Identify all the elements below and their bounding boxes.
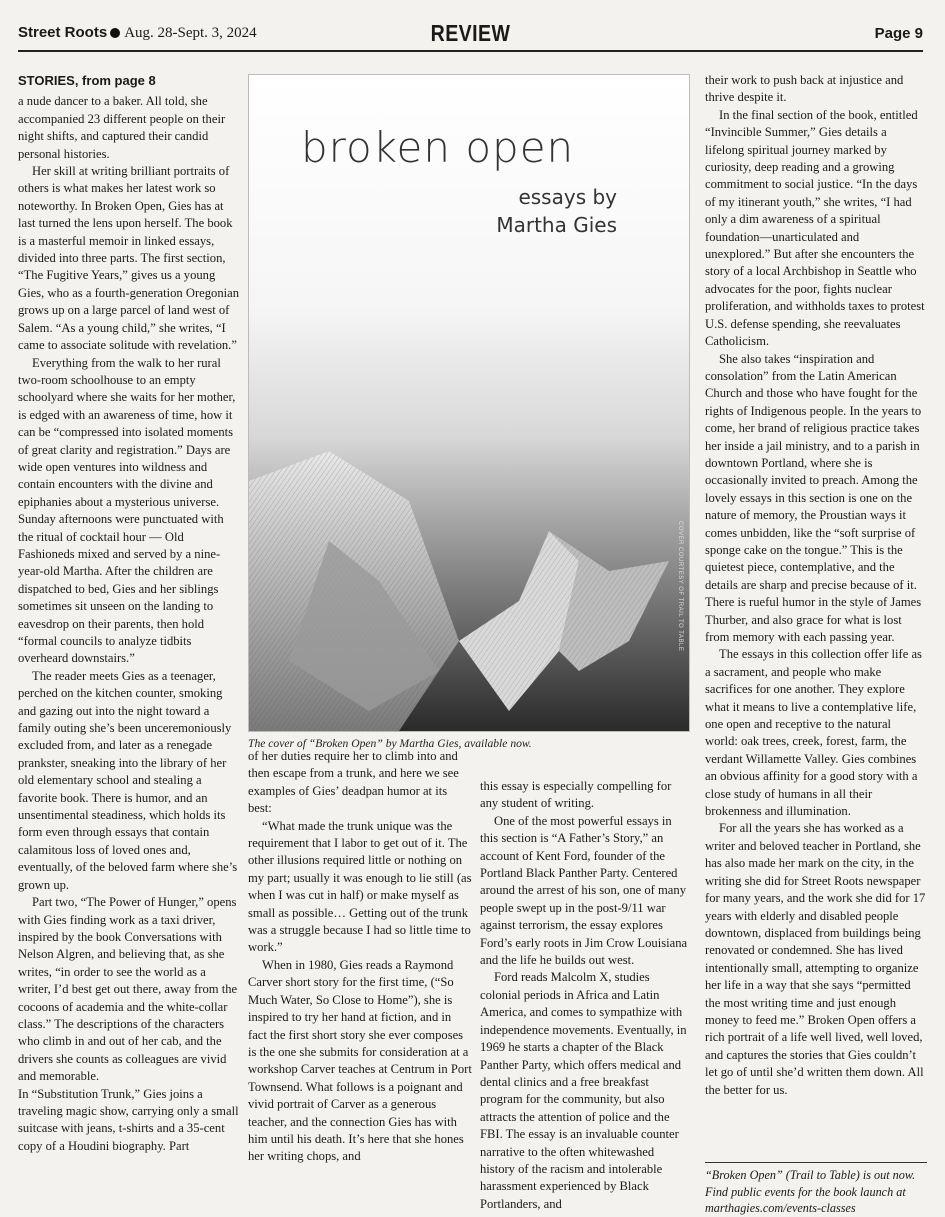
paragraph: Part two, “The Power of Hunger,” opens with Gies finding work as a taxi driver, inspired by the book Conversations with Nelson Algren, and believing that, as she writes, “in order to see the world as a writer, I’d best get out there, away from the cocoons of academia and the white-collar class.” The descriptions of the characters who climb in and out of her cab, and the drivers she counts as colleagues are vivid and memorable.: [18, 895, 238, 1084]
cover-author: Martha Gies: [496, 213, 617, 237]
paper-crane-illustration: [249, 411, 690, 731]
issue-dates: Aug. 28-Sept. 3, 2024: [124, 25, 257, 41]
paragraph: The reader meets Gies as a teenager, perched on the kitchen counter, smoking and gazing out into the night toward a family outing she’s been unceremoniously excluded from, and later as a renegade prankster, sneaking into the library of her old elementary school and stealing a favorite book. There is humor, and an unsentimental steadiness, which holds its form even through essays that contain calamitous loss of loved ones and, eventually, of the beloved farm where she’s grown up.: [18, 668, 238, 892]
paragraph: Her skill at writing brilliant portraits of others is what makes her latest work so noteworthy. In Broken Open, Gies has at last turned the lens upon herself. The book is a masterful memoir in linked essays, divided into three parts. The first section, “The Fugitive Years,” gives us a young Gies, who as a fourth-generation Oregonian grows up on a large parcel of land west of Salem. “As a young child,” she writes, “I came to associate solitude with revelation.”: [18, 164, 240, 353]
column-1: [18, 72, 240, 1155]
continuation-kicker: STORIES, from page 8: [18, 73, 156, 88]
column-2: [248, 748, 472, 1166]
book-info-note: “Broken Open” (Trail to Table) is out now. Find public events for the book launch at marthagies.com/events-classes: [705, 1162, 927, 1217]
book-cover-image: [248, 74, 690, 732]
paragraph: of her duties require her to climb into and then escape from a trunk, and here we see examples of Gies’ deadpan humor at its best:: [248, 749, 459, 816]
column-4: [705, 72, 927, 1099]
paragraph: For all the years she has worked as a writer and beloved teacher in Portland, she has also made her mark on the city, in the writing she did for Street Roots newspaper for many years, and the work she did for 17 years with elderly and disabled people downtown, displaced from buildings being renovated or condemned. She has lived intentionally small, attempting to organize her life in a way that she says “permitted the most writing time and just enough money to feed me.” Broken Open offers a rich portrait of a life well lived, well loved, and captures the stories that Gies couldn’t let go of until she’d written them down. All the better for us.: [705, 821, 926, 1097]
image-caption: The cover of “Broken Open” by Martha Gies, available now.: [248, 737, 532, 750]
section-title: REVIEW: [430, 20, 511, 46]
page-number: Page 9: [874, 25, 923, 42]
paragraph: In the final section of the book, entitled “Invincible Summer,” Gies details a lifelong spiritual journey marked by curiosity, deep reading and a growing commitment to social justice. “In the days of my itinerant youth,” she writes, “I had only a dim awareness of a spiritual foundation—unarticulated and unexplored.” But after she encounters the story of a local Archbishop in Seattle who advocates for the poor, fights nuclear proliferation, and withholds taxes to protest U.S. defense spending, she reevaluates Catholicism.: [705, 107, 925, 349]
page-header: [18, 22, 923, 52]
paragraph: When in 1980, Gies reads a Raymond Carver short story for the first time, (“So Much Water, So Close to Home”), she is inspired to try her hand at fiction, and in fact the first short story she ever composes is the one she submits for consideration at a workshop Carver teaches at Centrum in Port Townsend. What follows is a poignant and vivid portrait of Carver as a generous teacher, and the connection Gies has with him until his death. It’s here that she hones her writing chops, and: [248, 957, 472, 1164]
column-3: [480, 778, 692, 1213]
paragraph: their work to push back at injustice and thrive despite it.: [705, 73, 904, 105]
photo-credit: COVER COURTESY OF TRAIL TO TABLE: [677, 520, 683, 651]
brand-name: Street Roots: [18, 24, 108, 41]
cover-subtitle: essays by: [518, 185, 617, 209]
paragraph: She also takes “inspiration and consolation” from the Latin American Church and those who have fought for the rights of Indigenous people. In the years to come, her brand of religious practice takes her inside a jail ministry, and to a parish in downtown Portland, where she is occasionally invited to preach. Among the lovely essays in this section is one on the nature of memory, the Proustian ways it comes unbidden, like the “soft surprise of sponge cake on the tongue.” This is the quietest piece, contemplative, and the details are sharp and precise because of it. There is rueful humor in the style of James Thurber, and also grace for what is lost from memory with each passing year.: [705, 351, 922, 644]
block-quote: “What made the trunk unique was the requirement that I labor to get out of it. The other illusions required little or nothing on my part; usually it was enough to lie still (as when I was cut in half) or make myself as small as possible… Getting out of the trunk was a struggle because I had so little time to work.”: [248, 818, 472, 955]
paragraph: Ford reads Malcolm X, studies colonial periods in Africa and Latin America, and comes to sympathize with independence movements. Eventually, in 1969 he starts a chapter of the Black Panther Party, which offers medical and dental clinics and a free breakfast program for the community, but also attracts the attention of police and the FBI. The essay is an invaluable counter narrative to the often whitewashed history of the racism and intolerable harassment experienced by Black Portlanders, and: [480, 970, 687, 1211]
paragraph: In “Substitution Trunk,” Gies joins a traveling magic show, carrying only a small suitcase with jeans, t-shirts and a 35-cent copy of a Houdini biography. Part: [18, 1086, 239, 1153]
cover-title: broken open: [301, 123, 575, 172]
paragraph: Everything from the walk to her rural two-room schoolhouse to an empty schoolyard where she waits for her mother, is edged with an awareness of time, how it can be “compressed into isolated moments of great clarity and registration.” Days are wide open ventures into wildness and contain encounters with the divine and epiphanies about a mysterious universe. Sunday afternoons were punctuated with the ritual of cocktail hour — Old Fashioneds mixed and served by a nine-year-old Martha. After the children are dispatched to bed, Gies and her siblings sometimes sit unseen on the landing to eavesdrop on their parents, then hold “formal councils to analyze tidbits overheard downstairs.”: [18, 355, 236, 666]
paragraph: this essay is especially compelling for any student of writing.: [480, 779, 672, 811]
paragraph: a nude dancer to a baker. All told, she accompanied 23 different people on their night shifts, and captured their candid personal histories.: [18, 94, 226, 161]
paragraph: The essays in this collection offer life as a sacrament, and people who make sacrifices for one another. They explore what it means to live a contemplative life, one open and receptive to the natural world: oak trees, creek, forest, farm, the verdant Willamette Valley. Gies combines an obvious affinity for a good story with a close study of humans in all their brokenness and illumination.: [705, 647, 922, 819]
paragraph: One of the most powerful essays in this section is “A Father’s Story,” an account of Kent Ford, founder of the Portland Black Panther Party. Centered around the arrest of his son, one of many people swept up in the post-9/11 war against terrorism, the essay explores Ford’s early roots in Jim Crow Louisiana and the life he builds out west.: [480, 813, 688, 968]
